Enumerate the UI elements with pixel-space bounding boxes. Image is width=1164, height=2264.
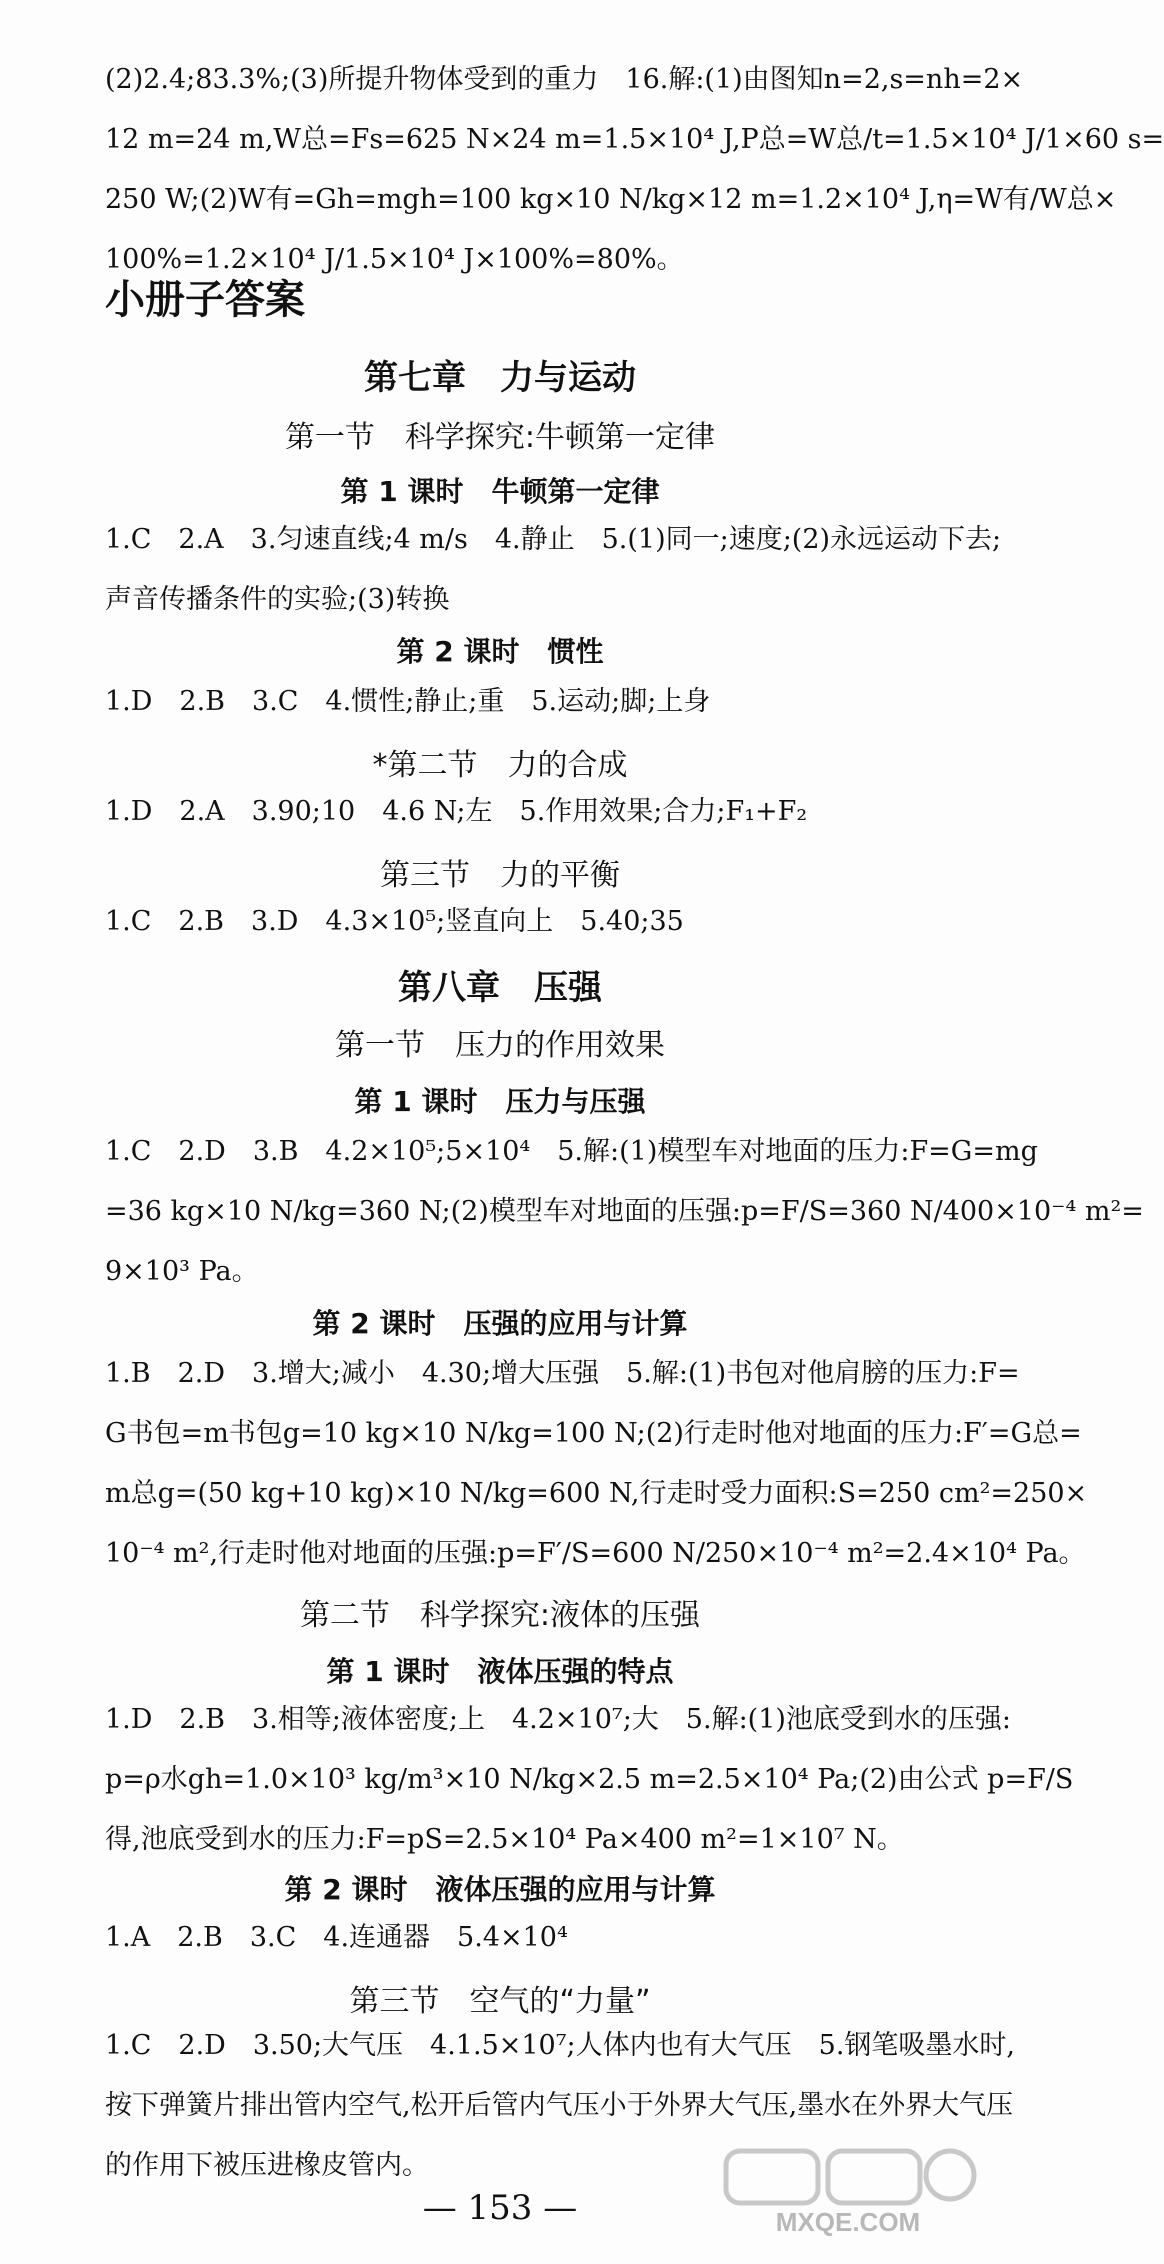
text-line: 的作用下被压进橡皮管内。 <box>105 2150 429 2181</box>
ch8-s1-lesson-2-title: 第 2 课时 压强的应用与计算 <box>312 1307 688 1340</box>
ch7-s1-lesson-1-title: 第 1 课时 牛顿第一定律 <box>340 475 660 508</box>
text-line: 12 m=24 m,W总=Fs=625 N×24 m=1.5×10⁴ J,P总=W总/t=1.5×10⁴ J/1×60 s= <box>105 124 1164 155</box>
ch7-s1-lesson-2-title: 第 2 课时 惯性 <box>396 635 604 668</box>
text-line: 1.C 2.A 3.匀速直线;4 m/s 4.静止 5.(1)同一;速度;(2)永远运动下去; <box>105 524 1002 555</box>
ch8-s1-lesson-1-title: 第 1 课时 压力与压强 <box>354 1085 646 1118</box>
text-line: =36 kg×10 N/kg=360 N;(2)模型车对地面的压强:p=F/S=360 N/400×10⁻⁴ m²= <box>105 1196 1144 1227</box>
previous-answers-continuation <box>105 50 1164 290</box>
ch8-section-3-title: 第三节 空气的“力量” <box>349 1984 651 2019</box>
ch7-s1-lesson-2-answers <box>105 672 960 732</box>
text-line: 声音传播条件的实验;(3)转换 <box>105 584 450 615</box>
text-line: 1.D 2.B 3.C 4.惯性;静止;重 5.运动;脚;上身 <box>105 686 711 717</box>
ch7-section-2-answers <box>105 782 960 842</box>
ch8-s1-lesson-1-answers <box>105 1122 1144 1302</box>
text-line: 得,池底受到水的压力:F=pS=2.5×10⁴ Pa×400 m²=1×10⁷ N。 <box>105 1824 904 1855</box>
watermark-badge-icon <box>726 2151 974 2203</box>
text-line: 1.D 2.B 3.相等;液体密度;上 4.2×10⁷;大 5.解:(1)池底受到水的压强: <box>105 1704 1012 1735</box>
text-line: 1.D 2.A 3.90;10 4.6 N;左 5.作用效果;合力;F₁+F₂ <box>105 796 808 827</box>
text-line: 1.C 2.D 3.50;大气压 4.1.5×10⁷;人体内也有大气压 5.钢笔吸墨水时, <box>105 2030 1015 2061</box>
ch8-s2-lesson-2-title: 第 2 课时 液体压强的应用与计算 <box>284 1873 716 1906</box>
ch7-section-3-title: 第三节 力的平衡 <box>380 858 620 893</box>
ch7-section-2-title: *第二节 力的合成 <box>372 748 628 783</box>
text-line: 1.C 2.D 3.B 4.2×10⁵;5×10⁴ 5.解:(1)模型车对地面的压力:F=G=mg <box>105 1136 1038 1167</box>
text-line: (2)2.4;83.3%;(3)所提升物体受到的重力 16.解:(1)由图知n=2,s=nh=2× <box>105 64 1024 95</box>
watermark-text: MXQE.COM <box>775 2207 921 2237</box>
booklet-answers-heading: 小册子答案 <box>105 277 305 323</box>
text-line: 250 W;(2)W有=Gh=mgh=100 kg×10 N/kg×12 m=1.2×10⁴ J,η=W有/W总× <box>105 184 1117 215</box>
ch8-s2-lesson-2-answers <box>105 1908 960 1968</box>
text-line: 10⁻⁴ m²,行走时他对地面的压强:p=F′/S=600 N/250×10⁻⁴ m²=2.4×10⁴ Pa。 <box>105 1538 1086 1569</box>
ch8-s1-lesson-2-answers <box>105 1344 1088 1584</box>
text-line: 1.C 2.B 3.D 4.3×10⁵;竖直向上 5.40;35 <box>105 906 684 937</box>
ch8-section-1-title: 第一节 压力的作用效果 <box>335 1028 665 1063</box>
text-line: 100%=1.2×10⁴ J/1.5×10⁴ J×100%=80%。 <box>105 244 684 275</box>
chapter-7-title: 第七章 力与运动 <box>364 358 636 398</box>
ch8-section-2-title: 第二节 科学探究:液体的压强 <box>299 1598 701 1633</box>
text-line: G书包=m书包g=10 kg×10 N/kg=100 N;(2)行走时他对地面的压力:F′=G总= <box>105 1418 1082 1449</box>
text-line: 9×10³ Pa。 <box>105 1256 259 1287</box>
site-watermark-logo <box>718 2145 978 2240</box>
text-line: p=ρ水gh=1.0×10³ kg/m³×10 N/kg×2.5 m=2.5×10⁴ Pa;(2)由公式 p=F/S <box>105 1764 1074 1795</box>
text-line: 1.B 2.D 3.增大;减小 4.30;增大压强 5.解:(1)书包对他肩膀的压力:F= <box>105 1358 1020 1389</box>
ch8-s2-lesson-1-title: 第 1 课时 液体压强的特点 <box>326 1655 674 1688</box>
chapter-8-title: 第八章 压强 <box>398 968 602 1008</box>
ch7-s1-lesson-1-answers <box>105 510 1002 630</box>
text-line: m总g=(50 kg+10 kg)×10 N/kg=600 N,行走时受力面积:S=250 cm²=250× <box>105 1478 1088 1509</box>
ch7-section-3-answers <box>105 892 960 952</box>
text-line: 按下弹簧片排出管内空气,松开后管内气压小于外界大气压,墨水在外界大气压 <box>105 2090 1014 2121</box>
ch8-s2-lesson-1-answers <box>105 1690 1074 1870</box>
text-line: 1.A 2.B 3.C 4.连通器 5.4×10⁴ <box>105 1922 568 1953</box>
page-number: — 153 — <box>422 2188 578 2228</box>
ch7-section-1-title: 第一节 科学探究:牛顿第一定律 <box>284 420 716 455</box>
